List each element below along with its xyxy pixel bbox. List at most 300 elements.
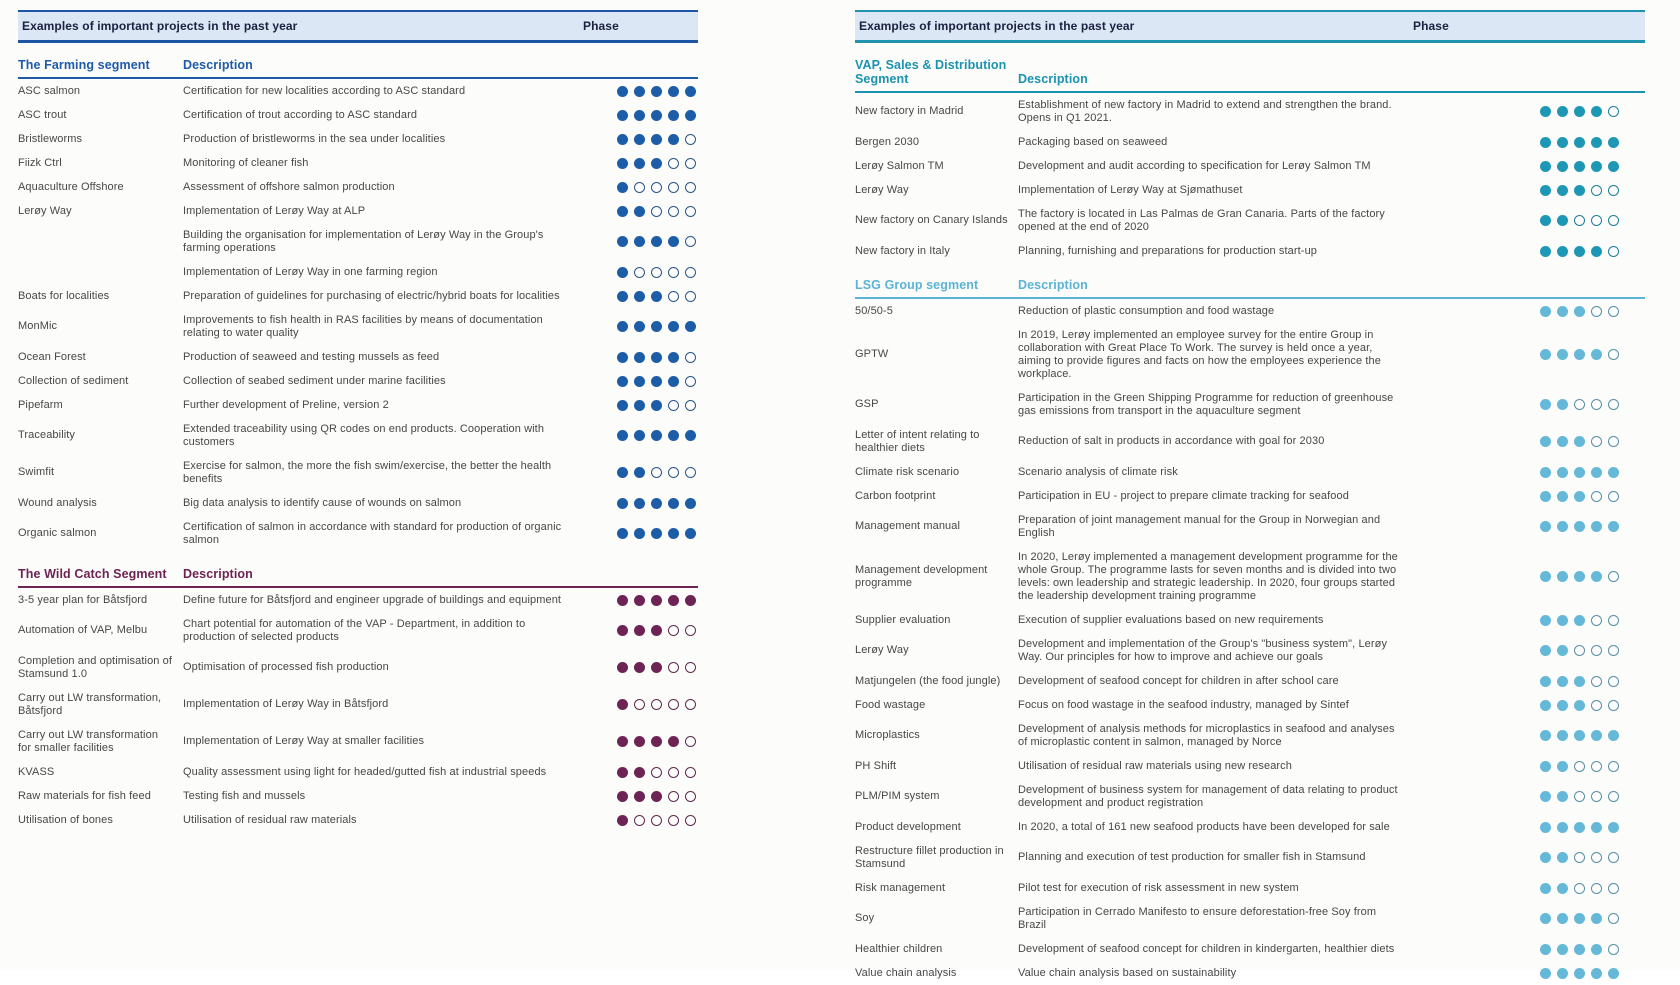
- phase-dot-empty: [668, 158, 679, 169]
- phase-dot-filled: [1557, 215, 1568, 226]
- phase-dot-filled: [1540, 521, 1551, 532]
- phase-dot-empty: [651, 467, 662, 478]
- table-row: [18, 760, 698, 784]
- phase-dot-empty: [1608, 246, 1619, 257]
- section-heading: [18, 564, 698, 588]
- phase-dot-filled: [1574, 306, 1585, 317]
- phase-dot-empty: [651, 767, 662, 778]
- phase-dot-filled: [685, 86, 696, 97]
- phase-dot-filled: [1540, 852, 1551, 863]
- phase-dot-filled: [651, 321, 662, 332]
- phase-dot-empty: [634, 815, 645, 826]
- row-name: New factory on Canary Islands: [855, 214, 1008, 226]
- row-name: Aquaculture Offshore: [18, 180, 124, 193]
- phase-dot-filled: [617, 267, 628, 278]
- table-header: [18, 10, 698, 43]
- section-heading: [855, 55, 1645, 93]
- row-name: Organic salmon: [18, 527, 97, 539]
- phase-dots: [578, 206, 698, 217]
- phase-dot-filled: [668, 236, 679, 247]
- projects-table-vap-lsg: [855, 10, 1645, 985]
- row-description: Testing fish and mussels: [183, 789, 306, 802]
- row-name: Ocean Forest: [18, 350, 86, 363]
- row-name: Value chain analysis: [855, 966, 957, 979]
- phase-dot-filled: [651, 158, 662, 169]
- phase-dot-filled: [651, 352, 662, 363]
- table-row: [855, 961, 1645, 985]
- row-description: Utilisation of residual raw materials using new research: [1018, 759, 1292, 772]
- row-name: 50/50-5: [855, 304, 894, 317]
- phase-dot-empty: [1591, 761, 1602, 772]
- phase-dots: [578, 699, 698, 710]
- phase-dot-filled: [1608, 161, 1619, 172]
- table-row: [18, 308, 698, 345]
- row-name: ASC salmon: [18, 84, 81, 97]
- phase-dot-filled: [651, 400, 662, 411]
- phase-dot-empty: [634, 182, 645, 193]
- phase-dot-filled: [617, 736, 628, 747]
- table-row: [18, 784, 698, 808]
- phase-dot-empty: [1591, 215, 1602, 226]
- phase-dot-filled: [1574, 467, 1585, 478]
- phase-dot-filled: [1608, 822, 1619, 833]
- row-name: New factory in Madrid: [855, 105, 964, 117]
- phase-dot-empty: [1608, 306, 1619, 317]
- phase-dot-filled: [651, 498, 662, 509]
- phase-dot-filled: [617, 699, 628, 710]
- phase-dots: [578, 400, 698, 411]
- table-row: [18, 588, 698, 612]
- phase-dot-filled: [617, 595, 628, 606]
- row-name: Wound analysis: [18, 496, 97, 509]
- phase-dot-filled: [634, 291, 645, 302]
- phase-dots: [1408, 968, 1645, 979]
- phase-dot-filled: [634, 236, 645, 247]
- phase-dot-filled: [685, 321, 696, 332]
- phase-dots: [1408, 491, 1645, 502]
- table-row: [18, 649, 698, 686]
- phase-dot-filled: [651, 134, 662, 145]
- phase-dot-empty: [1574, 852, 1585, 863]
- row-name: Collection of sediment: [18, 374, 129, 387]
- phase-dot-empty: [1591, 615, 1602, 626]
- table-row: [18, 515, 698, 552]
- phase-dot-empty: [1591, 852, 1602, 863]
- phase-dot-filled: [1574, 137, 1585, 148]
- phase-dot-filled: [1557, 761, 1568, 772]
- row-description: In 2019, Lerøy implemented an employee survey for the entire Group in collaboration with Great Place To Work. The survey is held once a year, aiming to provide figures and facts on how the employees experience the workplace.: [1018, 328, 1381, 380]
- phase-dots: [578, 625, 698, 636]
- row-description: Chart potential for automation of the VAP - Department, in addition to production of selected products: [183, 617, 526, 643]
- phase-dots: [578, 352, 698, 363]
- phase-dot-filled: [1557, 883, 1568, 894]
- phase-dot-filled: [685, 110, 696, 121]
- phase-dots: [578, 86, 698, 97]
- row-description: Planning, furnishing and preparations for production start-up: [1018, 244, 1318, 257]
- row-name: KVASS: [18, 765, 55, 778]
- table-row: [855, 423, 1645, 460]
- phase-dot-empty: [685, 662, 696, 673]
- row-name: PLM/PIM system: [855, 790, 940, 802]
- table-row: [855, 202, 1645, 239]
- row-description: Scenario analysis of climate risk: [1018, 465, 1178, 478]
- row-name: Microplastics: [855, 729, 920, 741]
- row-description: Quality assessment using light for headed/gutted fish at industrial speeds: [183, 765, 547, 778]
- phase-dot-empty: [651, 206, 662, 217]
- row-description: Improvements to fish health in RAS facilities by means of documentation relating to water quality: [183, 313, 543, 339]
- row-name: Pipefarm: [18, 398, 63, 411]
- phase-dots: [578, 236, 698, 247]
- phase-dot-filled: [617, 815, 628, 826]
- phase-dot-empty: [1608, 349, 1619, 360]
- phase-dots: [1408, 306, 1645, 317]
- phase-dot-filled: [617, 625, 628, 636]
- phase-dot-empty: [651, 182, 662, 193]
- row-description: In 2020, Lerøy implemented a management development programme for the whole Group. The programme lasts for seven months and is divided into two levels: own leadership and strategic leadership. In 2020, four groups started the leadership development training programme: [1018, 550, 1398, 602]
- phase-dot-filled: [1557, 491, 1568, 502]
- phase-dot-filled: [1591, 246, 1602, 257]
- phase-dot-filled: [1540, 106, 1551, 117]
- row-description: Production of bristleworms in the sea under localities: [183, 132, 446, 145]
- row-description: Implementation of Lerøy Way at smaller facilities: [183, 735, 425, 747]
- phase-dot-filled: [1557, 913, 1568, 924]
- phase-dots: [1408, 106, 1645, 117]
- phase-dot-filled: [651, 86, 662, 97]
- row-description: Collection of seabed sediment under marine facilities: [183, 374, 446, 387]
- row-description: Certification of salmon in accordance with standard for production of organic salmon: [183, 520, 562, 546]
- phase-dot-filled: [617, 791, 628, 802]
- phase-dot-filled: [1557, 968, 1568, 979]
- phase-dot-empty: [1608, 676, 1619, 687]
- row-description: Certification for new localities according to ASC standard: [183, 84, 466, 97]
- row-description: Building the organisation for implementation of Lerøy Way in the Group's farming operations: [183, 228, 544, 254]
- phase-dot-filled: [1557, 467, 1568, 478]
- phase-dot-filled: [1540, 883, 1551, 894]
- phase-dot-filled: [651, 791, 662, 802]
- table-row: [18, 151, 698, 175]
- phase-dot-empty: [685, 134, 696, 145]
- phase-dot-filled: [1557, 306, 1568, 317]
- phase-dot-empty: [668, 625, 679, 636]
- table-row: [855, 154, 1645, 178]
- phase-dot-filled: [1608, 521, 1619, 532]
- phase-dot-filled: [651, 528, 662, 539]
- phase-dot-empty: [685, 625, 696, 636]
- phase-dot-filled: [651, 376, 662, 387]
- phase-dot-filled: [1591, 968, 1602, 979]
- phase-dot-filled: [634, 206, 645, 217]
- phase-dots: [1408, 571, 1645, 582]
- phase-dot-filled: [1574, 944, 1585, 955]
- table-row: [855, 239, 1645, 263]
- row-name: Bergen 2030: [855, 135, 920, 148]
- phase-dot-empty: [668, 267, 679, 278]
- phase-dot-filled: [1540, 645, 1551, 656]
- phase-dot-filled: [634, 134, 645, 145]
- table-row: [855, 778, 1645, 815]
- phase-dot-filled: [617, 158, 628, 169]
- phase-dot-empty: [651, 267, 662, 278]
- phase-dot-filled: [1574, 730, 1585, 741]
- row-description: Further development of Preline, version 2: [183, 398, 389, 411]
- phase-dot-empty: [1608, 185, 1619, 196]
- row-name: 3-5 year plan for Båtsfjord: [18, 593, 148, 606]
- phase-dot-filled: [1591, 137, 1602, 148]
- row-name: Product development: [855, 820, 961, 833]
- row-name: Utilisation of bones: [18, 813, 113, 826]
- phase-dot-empty: [1574, 215, 1585, 226]
- phase-dot-filled: [1591, 571, 1602, 582]
- phase-dot-filled: [1574, 822, 1585, 833]
- phase-dot-empty: [685, 400, 696, 411]
- phase-dot-filled: [668, 736, 679, 747]
- phase-dot-filled: [634, 767, 645, 778]
- phase-dot-filled: [617, 376, 628, 387]
- phase-dot-filled: [634, 528, 645, 539]
- phase-dots: [578, 736, 698, 747]
- table-row: [18, 686, 698, 723]
- phase-dot-empty: [685, 206, 696, 217]
- phase-dot-filled: [668, 134, 679, 145]
- phase-dots: [1408, 215, 1645, 226]
- section-description-label: Description: [183, 567, 253, 581]
- phase-dot-empty: [1608, 436, 1619, 447]
- phase-dot-empty: [1608, 883, 1619, 894]
- phase-dot-filled: [1591, 521, 1602, 532]
- row-name: Carry out LW transformation, Båtsfjord: [18, 691, 162, 717]
- phase-dots: [1408, 822, 1645, 833]
- phase-dot-filled: [1540, 913, 1551, 924]
- phase-dot-filled: [634, 625, 645, 636]
- row-name: Climate risk scenario: [855, 465, 960, 478]
- phase-dot-empty: [668, 815, 679, 826]
- table-row: [18, 284, 698, 308]
- phase-dot-empty: [1608, 106, 1619, 117]
- phase-dot-filled: [668, 376, 679, 387]
- row-name: Lerøy Salmon TM: [855, 159, 944, 172]
- phase-dot-filled: [1557, 246, 1568, 257]
- phase-dot-filled: [634, 400, 645, 411]
- row-description: Preparation of guidelines for purchasing of electric/hybrid boats for localities: [183, 289, 560, 302]
- row-description: Development of business system for management of data relating to product development and product registration: [1018, 783, 1398, 809]
- row-description: Big data analysis to identify cause of wounds on salmon: [183, 496, 462, 509]
- table-row: [855, 669, 1645, 693]
- phase-dots: [578, 182, 698, 193]
- phase-dot-filled: [1540, 137, 1551, 148]
- row-name: Raw materials for fish feed: [18, 789, 151, 802]
- row-name: Bristleworms: [18, 132, 83, 145]
- section-description-label: Description: [183, 58, 253, 72]
- row-name: Swimfit: [18, 466, 55, 478]
- phase-dot-empty: [1574, 883, 1585, 894]
- phase-dot-filled: [617, 400, 628, 411]
- table-row: [18, 103, 698, 127]
- phase-dot-filled: [634, 498, 645, 509]
- phase-dot-filled: [1591, 730, 1602, 741]
- table-row: [18, 369, 698, 393]
- phase-dot-empty: [1591, 491, 1602, 502]
- phase-dot-empty: [651, 699, 662, 710]
- phase-dot-empty: [634, 699, 645, 710]
- phase-dot-filled: [668, 110, 679, 121]
- phase-column-header: Phase: [583, 19, 619, 33]
- phase-dot-empty: [685, 291, 696, 302]
- phase-dot-filled: [1557, 106, 1568, 117]
- row-name: Carry out LW transformation for smaller facilities: [18, 728, 159, 754]
- phase-dot-empty: [1608, 913, 1619, 924]
- row-name: New factory in Italy: [855, 244, 950, 257]
- phase-dot-empty: [1608, 700, 1619, 711]
- phase-dot-filled: [1540, 761, 1551, 772]
- phase-dot-filled: [1540, 730, 1551, 741]
- phase-dot-filled: [668, 498, 679, 509]
- row-description: In 2020, a total of 161 new seafood products have been developed for sale: [1018, 820, 1390, 833]
- phase-dots: [578, 815, 698, 826]
- phase-dot-filled: [1591, 822, 1602, 833]
- row-description: Reduction of salt in products in accordance with goal for 2030: [1018, 435, 1325, 447]
- phase-dot-empty: [1608, 645, 1619, 656]
- phase-dot-empty: [668, 182, 679, 193]
- phase-dot-filled: [1574, 106, 1585, 117]
- phase-dots: [1408, 676, 1645, 687]
- phase-dot-filled: [1591, 161, 1602, 172]
- table-row: [18, 260, 698, 284]
- phase-dot-empty: [685, 467, 696, 478]
- section-label: VAP, Sales & Distribution Segment: [855, 58, 1007, 86]
- row-description: Extended traceability using QR codes on end products. Cooperation with customers: [183, 422, 545, 448]
- table-row: [18, 175, 698, 199]
- phase-dot-filled: [1540, 491, 1551, 502]
- phase-column-header: Phase: [1413, 19, 1449, 33]
- phase-dots: [1408, 761, 1645, 772]
- table-row: [855, 839, 1645, 876]
- phase-dot-filled: [617, 467, 628, 478]
- table-row: [855, 717, 1645, 754]
- table-row: [855, 900, 1645, 937]
- row-name: Letter of intent relating to healthier diets: [855, 428, 980, 454]
- row-name: Carbon footprint: [855, 489, 936, 502]
- row-description: Implementation of Lerøy Way in Båtsfjord: [183, 698, 389, 710]
- table-row: [855, 754, 1645, 778]
- phase-dots: [1408, 913, 1645, 924]
- table-row: [18, 127, 698, 151]
- row-description: Development of analysis methods for microplastics in seafood and analyses of microplastic content in salmon, managed by Norce: [1018, 722, 1395, 748]
- row-description: Exercise for salmon, the more the fish swim/exercise, the better the health benefits: [183, 459, 552, 485]
- phase-dots: [578, 376, 698, 387]
- phase-dot-empty: [668, 400, 679, 411]
- phase-dot-filled: [668, 430, 679, 441]
- phase-dot-empty: [1591, 399, 1602, 410]
- phase-dots: [1408, 436, 1645, 447]
- row-name: Automation of VAP, Melbu: [18, 624, 148, 636]
- table-row: [18, 723, 698, 760]
- row-name: Management manual: [855, 520, 961, 532]
- section-label: LSG Group segment: [855, 278, 979, 292]
- phase-dot-empty: [685, 158, 696, 169]
- phase-dot-filled: [1591, 944, 1602, 955]
- phase-dot-empty: [1608, 571, 1619, 582]
- section-description-label: Description: [1018, 278, 1088, 292]
- table-row: [855, 484, 1645, 508]
- phase-dot-empty: [1591, 791, 1602, 802]
- table-row: [18, 199, 698, 223]
- phase-dot-filled: [1608, 730, 1619, 741]
- table-row: [855, 323, 1645, 386]
- row-description: Monitoring of cleaner fish: [183, 156, 309, 169]
- phase-dot-empty: [1591, 436, 1602, 447]
- table-row: [855, 299, 1645, 323]
- phase-dots: [578, 498, 698, 509]
- row-name: Lerøy Way: [855, 183, 909, 196]
- phase-dot-filled: [1591, 467, 1602, 478]
- phase-dot-filled: [651, 595, 662, 606]
- phase-dot-empty: [668, 467, 679, 478]
- row-name: Lerøy Way: [18, 204, 72, 217]
- row-description: Focus on food wastage in the seafood industry, managed by Sintef: [1018, 698, 1349, 711]
- phase-dot-filled: [1540, 185, 1551, 196]
- phase-dot-filled: [617, 321, 628, 332]
- row-name: Restructure fillet production in Stamsund: [855, 844, 1004, 870]
- phase-dot-empty: [668, 699, 679, 710]
- phase-dot-filled: [1557, 571, 1568, 582]
- phase-dot-filled: [1557, 615, 1568, 626]
- phase-dot-filled: [668, 595, 679, 606]
- phase-dot-filled: [1557, 676, 1568, 687]
- phase-dots: [578, 595, 698, 606]
- row-description: Development of seafood concept for children in after school care: [1018, 674, 1339, 687]
- phase-dot-filled: [617, 110, 628, 121]
- table-title: Examples of important projects in the past year: [859, 19, 1135, 33]
- phase-dot-filled: [634, 110, 645, 121]
- row-description: Establishment of new factory in Madrid to extend and strengthen the brand. Opens in Q1 2021.: [1018, 98, 1392, 124]
- section-heading: [18, 55, 698, 79]
- phase-dot-empty: [1574, 761, 1585, 772]
- projects-table-farming-wildcatch: [18, 10, 698, 832]
- phase-dots: [578, 134, 698, 145]
- phase-dot-empty: [1591, 645, 1602, 656]
- phase-dot-filled: [1540, 399, 1551, 410]
- phase-dot-filled: [617, 291, 628, 302]
- row-description: Value chain analysis based on sustainability: [1018, 966, 1237, 979]
- table-row: [855, 178, 1645, 202]
- table-title: Examples of important projects in the past year: [22, 19, 298, 33]
- phase-dot-filled: [617, 430, 628, 441]
- phase-dots: [1408, 349, 1645, 360]
- phase-dot-empty: [668, 791, 679, 802]
- phase-dot-filled: [1557, 161, 1568, 172]
- row-description: Development and implementation of the Group's "business system", Lerøy Way. Our principles for how to improve and achieve our goals: [1018, 637, 1388, 663]
- section-heading: [855, 275, 1645, 299]
- row-description: Production of seaweed and testing mussels as feed: [183, 350, 440, 363]
- row-description: Certification of trout according to ASC standard: [183, 108, 418, 121]
- phase-dot-filled: [1557, 185, 1568, 196]
- phase-dot-filled: [1557, 822, 1568, 833]
- phase-dots: [1408, 852, 1645, 863]
- table-row: [18, 417, 698, 454]
- phase-dot-filled: [651, 736, 662, 747]
- phase-dot-empty: [668, 767, 679, 778]
- table-row: [855, 386, 1645, 423]
- phase-dot-empty: [668, 662, 679, 673]
- phase-dot-filled: [1574, 349, 1585, 360]
- phase-dot-filled: [668, 321, 679, 332]
- phase-dot-filled: [617, 662, 628, 673]
- phase-dot-filled: [651, 110, 662, 121]
- row-name: Fiizk Ctrl: [18, 156, 62, 169]
- phase-dots: [578, 767, 698, 778]
- phase-dots: [1408, 791, 1645, 802]
- phase-dots: [578, 467, 698, 478]
